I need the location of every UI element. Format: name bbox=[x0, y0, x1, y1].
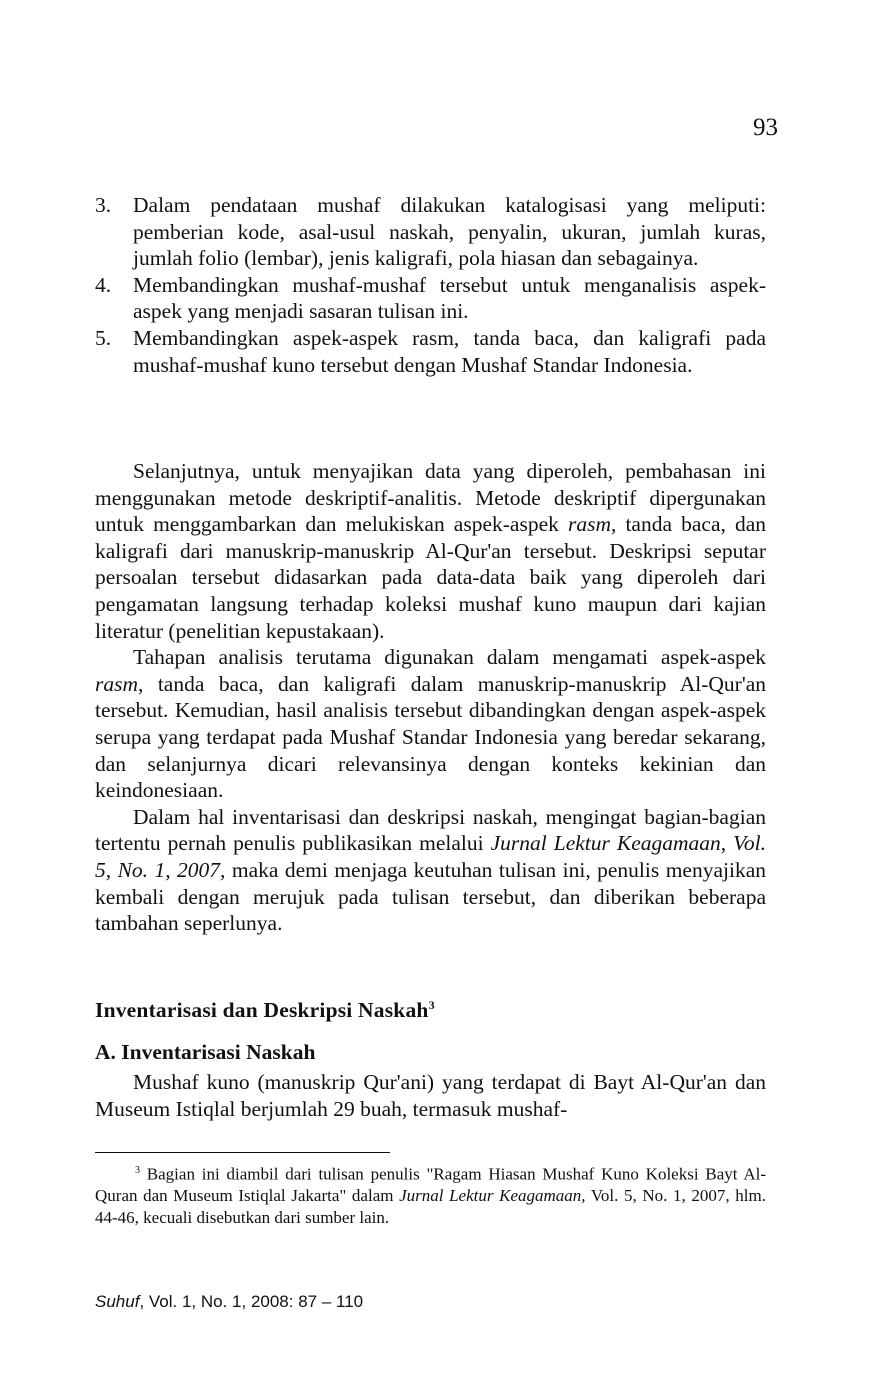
paragraph-text: Selanjutnya, untuk menyajikan data yang diperoleh, pembahasan ini menggunakan metode deskriptif-analitis. Metode deskriptif dipergunakan untuk menggambarkan dan melukiskan aspek-aspek bbox=[95, 459, 766, 537]
page-number: 93 bbox=[753, 114, 778, 141]
section-heading-text: Inventarisasi dan Deskripsi Naskah bbox=[95, 998, 429, 1023]
list-item bbox=[95, 272, 766, 325]
footnote-text: Bagian ini diambil dari tulisan penulis "Ragam Hiasan Mushaf Kuno Koleksi Bayt Al-Quran dan Museum Istiqlal Jakarta" dalam bbox=[95, 1164, 766, 1206]
subheading: A. Inventarisasi Naskah bbox=[95, 1040, 316, 1064]
list-item-text: Membandingkan mushaf-mushaf tersebut untuk menganalisis aspek-aspek yang menjadi sasaran tulisan ini. bbox=[133, 272, 766, 324]
paragraph-inventory bbox=[95, 804, 766, 937]
list-item-number: 3. bbox=[95, 193, 112, 217]
paragraph-text: , tanda baca, dan kaligrafi dari manuskrip-manuskrip Al-Qur'an tersebut. Deskripsi seputar persoalan tersebut didasarkan pada data-data baik yang diperoleh dari pengamatan langsung terhadap koleksi mushaf kuno maupun dari kajian literatur (penelitian kepustakaan). bbox=[95, 512, 767, 643]
italic-term: rasm bbox=[95, 671, 139, 696]
footnote-text: Vol. 5, No. 1, 2007, hlm. 44-46, kecuali disebutkan dari sumber lain. bbox=[95, 1186, 766, 1227]
italic-term: rasm bbox=[567, 512, 611, 537]
section-heading bbox=[95, 998, 435, 1023]
footnote-italic: Jurnal Lektur Keagamaan, bbox=[399, 1186, 586, 1206]
list-item-text: Dalam pendataan mushaf dilakukan katalogisasi yang meliputi: pemberian kode, asal-usul naskah, penyalin, ukuran, jumlah kuras, jumlah folio (lembar), jenis kaligrafi, pola hiasan dan sebagainya. bbox=[133, 193, 766, 271]
list-item-text: Membandingkan aspek-aspek rasm, tanda baca, dan kaligrafi pada mushaf-mushaf kuno tersebut dengan Mushaf Standar Indonesia. bbox=[133, 325, 766, 377]
footnote-divider bbox=[95, 1152, 390, 1153]
list-item-number: 5. bbox=[95, 325, 112, 350]
italic-citation: Jurnal Lektur Keagamaan, Vol. 5, No. 1, 2007, bbox=[95, 831, 766, 882]
paragraph-text: , tanda baca, dan kaligrafi dalam manuskrip-manuskrip Al-Qur'an tersebut. Kemudian, hasil analisis tersebut dibandingkan dengan aspek-aspek serupa yang terdapat pada Mushaf Standar Indonesia yang beredar sekarang, dan selanjurnya dicari relevansinya dengan konteks kekinian dan keindonesiaan. bbox=[95, 671, 766, 803]
list-item-number: 4. bbox=[95, 272, 112, 297]
paragraph-text: Dalam hal inventarisasi dan deskripsi naskah, mengingat bagian-bagian tertentu pernah penulis publikasikan melalui bbox=[95, 804, 766, 856]
footnote bbox=[95, 1160, 766, 1228]
paragraph-method bbox=[95, 458, 766, 644]
list-item bbox=[95, 325, 766, 378]
footnote-marker: 3 bbox=[135, 1165, 140, 1176]
running-footer bbox=[95, 1292, 363, 1312]
body-text bbox=[95, 458, 766, 937]
paragraph-analysis bbox=[95, 644, 766, 804]
paragraph-text bbox=[95, 1069, 766, 1122]
journal-name: Suhuf bbox=[95, 1292, 140, 1311]
list-item bbox=[95, 192, 766, 272]
paragraph-mushaf-count: Mushaf kuno (manuskrip Qur'ani) yang terdapat di Bayt Al-Qur'an dan Museum Istiqlal berjumlah 29 buah, termasuk mushaf- bbox=[95, 1070, 766, 1121]
footer-citation: , Vol. 1, No. 1, 2008: 87 – 110 bbox=[139, 1292, 364, 1311]
paragraph-text: maka demi menjaga keutuhan tulisan ini, penulis menyajikan kembali dengan merujuk pada tulisan tersebut, dan diberikan beberapa tambahan seperlunya. bbox=[95, 857, 766, 936]
paragraph-text: Tahapan analisis terutama digunakan dalam mengamati aspek-aspek bbox=[133, 645, 766, 670]
footnote-reference: 3 bbox=[428, 998, 435, 1012]
numbered-list bbox=[95, 192, 766, 378]
